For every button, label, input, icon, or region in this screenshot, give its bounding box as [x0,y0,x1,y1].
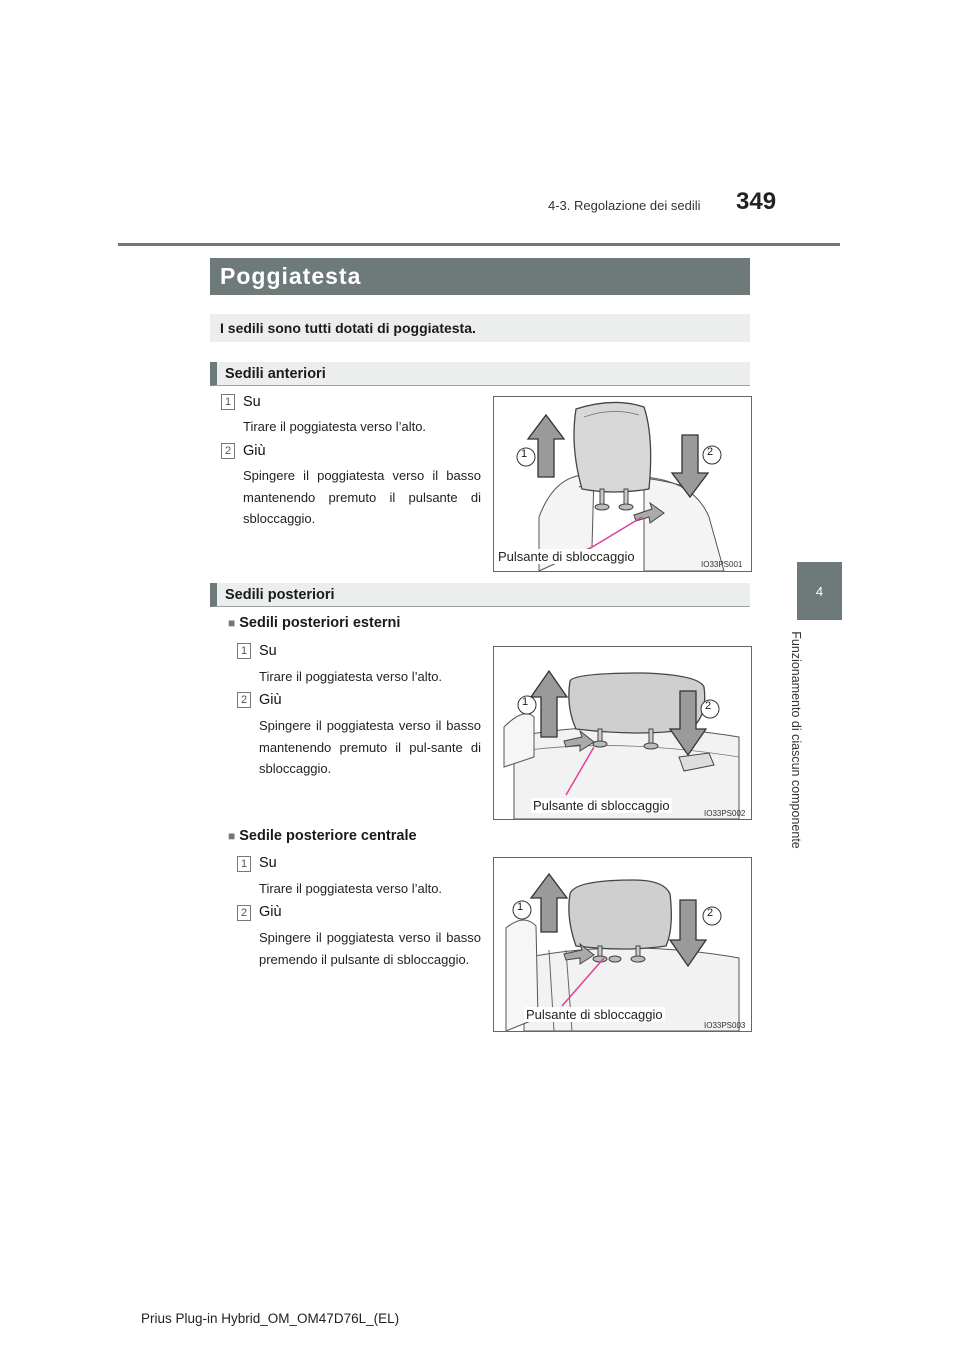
rear-center-headrest-illustration [494,858,751,1031]
rear-seats-heading: Sedili posteriori [210,583,750,607]
step-desc-up: Tirare il poggiatesta verso l’alto. [259,669,443,684]
callout-2: 2 [705,700,712,712]
step-desc-down: Spingere il poggiatesta verso il basso mantenendo premuto il pul-sante di sbloccaggio. [259,718,481,776]
step-number-1: 1 [221,394,235,410]
rear-outer-headrest-illustration [494,647,751,819]
step-desc-up: Tirare il poggiatesta verso l’alto. [243,419,427,434]
release-button-caption: Pulsante di sbloccaggio [498,549,635,564]
intro-box: I sedili sono tutti dotati di poggiatesta. [210,314,750,342]
callout-1: 1 [522,696,529,708]
page-title: Poggiatesta [210,258,750,295]
step-label-up: Su [243,394,261,410]
front-headrest-figure [493,396,752,572]
step-number-2: 2 [237,905,251,921]
callout-1: 1 [521,448,528,460]
footer-model: Prius Plug-in Hybrid_OM_OM47D76L_(EL) [141,1311,400,1326]
rear-center-headrest-figure [493,857,752,1032]
step-label-up: Su [259,855,277,871]
figure-code: IO33PS001 [701,560,743,569]
front-headrest-illustration [494,397,751,571]
chapter-title: Funzionamento di ciascun componente [789,631,803,849]
header-rule [118,243,840,246]
figure-code: IO33PS003 [704,1021,746,1030]
step-desc-down: Spingere il poggiatesta verso il basso mantenendo premuto il pulsante di sbloccaggio. [243,468,481,526]
front-seats-heading: Sedili anteriori [210,362,750,386]
step-desc-down: Spingere il poggiatesta verso il basso premendo il pulsante di sbloccaggio. [259,930,481,967]
step-number-2: 2 [237,692,251,708]
step-label-up: Su [259,643,277,659]
step-label-down: Giù [243,443,266,459]
rear-outer-title: ■ Sedili posteriori esterni [228,615,400,631]
step-desc-up: Tirare il poggiatesta verso l’alto. [259,881,443,896]
callout-2: 2 [707,446,714,458]
rear-outer-headrest-figure [493,646,752,820]
page-number: 349 [736,188,777,215]
rear-center-title: ■ Sedile posteriore centrale [228,828,417,844]
step-number-1: 1 [237,856,251,872]
release-button-caption: Pulsante di sbloccaggio [526,1007,663,1022]
release-button-caption: Pulsante di sbloccaggio [533,798,670,813]
step-label-down: Giù [259,692,282,708]
callout-2: 2 [707,907,714,919]
step-label-down: Giù [259,904,282,920]
step-number-1: 1 [237,643,251,659]
section-title: 4-3. Regolazione dei sedili [548,198,701,213]
figure-code: IO33PS002 [704,809,746,818]
step-number-2: 2 [221,443,235,459]
chapter-tab: 4 [797,562,842,620]
callout-1: 1 [517,901,524,913]
